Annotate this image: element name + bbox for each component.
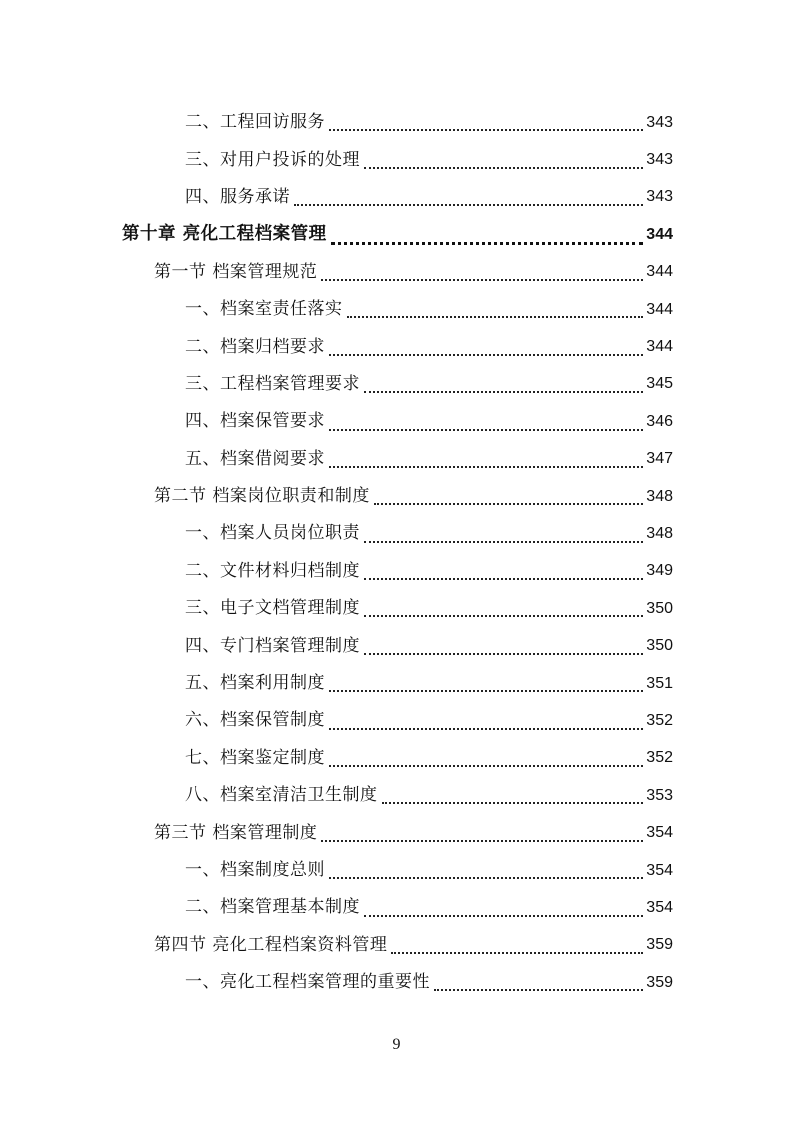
dot-leader (434, 988, 643, 991)
toc-entry-section[interactable] (0, 478, 793, 515)
dot-leader (364, 540, 643, 543)
toc-entry-chapter[interactable] (0, 216, 793, 253)
toc-entry-page-number: 348 (646, 487, 673, 505)
toc-entry-title: 二、文件材料归档制度 (185, 560, 360, 581)
toc-entry-page-number: 343 (646, 151, 673, 169)
toc-entry-section[interactable] (0, 254, 793, 291)
toc-entry-page-number: 349 (646, 562, 673, 580)
dot-leader (364, 390, 643, 393)
toc-entry-page-number: 350 (646, 637, 673, 655)
toc-entry-page-number: 352 (646, 749, 673, 767)
toc-entry-title: 八、档案室清洁卫生制度 (185, 785, 378, 806)
dot-leader (364, 577, 643, 580)
toc-entry-title: 第四节 亮化工程档案资料管理 (154, 934, 388, 955)
dot-leader (347, 315, 644, 318)
dot-leader (329, 876, 643, 879)
toc-entry-page-number: 353 (646, 786, 673, 804)
toc-entry-page-number: 351 (646, 674, 673, 692)
toc-entry-title: 二、档案管理基本制度 (185, 897, 360, 918)
toc-entry-title: 第二节 档案岗位职责和制度 (154, 486, 370, 507)
toc-entry-page-number: 346 (646, 412, 673, 430)
toc-entry-title: 五、档案利用制度 (185, 673, 325, 694)
dot-leader (329, 428, 643, 431)
toc-entry-page-number: 354 (646, 861, 673, 879)
dot-leader (364, 914, 643, 917)
toc-entry-item[interactable] (0, 627, 793, 664)
toc-entry-page-number: 359 (646, 973, 673, 991)
dot-leader (374, 502, 643, 505)
toc-entry-item[interactable] (0, 740, 793, 777)
toc-entry-item[interactable] (0, 590, 793, 627)
toc-entry-item[interactable] (0, 104, 793, 141)
dot-leader (329, 128, 643, 131)
toc-entry-item[interactable] (0, 553, 793, 590)
toc-entry-title: 第一节 档案管理规范 (154, 261, 318, 282)
toc-entry-title: 六、档案保管制度 (185, 710, 325, 731)
toc-entry-title: 二、工程回访服务 (185, 112, 325, 133)
toc-entry-item[interactable] (0, 665, 793, 702)
dot-leader (364, 614, 643, 617)
toc-entry-page-number: 354 (646, 824, 673, 842)
toc-entry-title: 一、档案制度总则 (185, 860, 325, 880)
toc-entry-section[interactable] (0, 814, 793, 851)
toc-entry-page-number: 348 (646, 524, 673, 542)
toc-entry-page-number: 354 (646, 898, 673, 916)
toc-entry-item[interactable] (0, 403, 793, 440)
toc-entry-title: 四、专门档案管理制度 (185, 635, 360, 656)
toc-entry-page-number: 344 (646, 300, 673, 318)
dot-leader (382, 801, 644, 804)
toc-entry-title: 一、档案室责任落实 (185, 299, 343, 320)
toc-entry-title: 四、服务承诺 (185, 186, 290, 207)
toc-entry-section[interactable] (0, 927, 793, 964)
toc-entry-title: 第十章 亮化工程档案管理 (122, 224, 327, 245)
toc-entry-item[interactable] (0, 852, 793, 889)
toc-entry-page-number: 350 (646, 599, 673, 617)
toc-entry-title: 一、亮化工程档案管理的重要性 (185, 972, 430, 993)
toc-entry-title: 第三节 档案管理制度 (154, 822, 318, 843)
toc-entry-page-number: 347 (646, 450, 673, 468)
toc-entry-page-number: 345 (646, 375, 673, 393)
toc-entry-title: 三、对用户投诉的处理 (185, 149, 360, 170)
table-of-contents (0, 104, 793, 1001)
toc-entry-title: 三、工程档案管理要求 (185, 373, 360, 394)
dot-leader (391, 951, 643, 954)
toc-entry-item[interactable] (0, 441, 793, 478)
toc-entry-title: 二、档案归档要求 (185, 336, 325, 357)
toc-entry-item[interactable] (0, 702, 793, 739)
dot-leader (321, 278, 643, 281)
toc-entry-item[interactable] (0, 328, 793, 365)
toc-entry-page-number: 343 (646, 188, 673, 206)
toc-entry-page-number: 343 (646, 113, 673, 131)
toc-entry-item[interactable] (0, 366, 793, 403)
dot-leader (364, 166, 643, 169)
dot-leader (329, 764, 643, 767)
toc-entry-page-number: 344 (646, 263, 673, 281)
dot-leader (294, 203, 643, 206)
dot-leader (329, 727, 643, 730)
toc-entry-item[interactable] (0, 889, 793, 926)
dot-leader (329, 465, 643, 468)
toc-entry-page-number: 344 (646, 338, 673, 356)
dot-leader (329, 353, 643, 356)
toc-entry-item[interactable] (0, 141, 793, 178)
dot-leader (364, 652, 643, 655)
toc-entry-title: 一、档案人员岗位职责 (185, 523, 360, 544)
dot-leader (321, 839, 643, 842)
toc-entry-page-number: 344 (646, 225, 673, 243)
toc-entry-item[interactable] (0, 179, 793, 216)
toc-entry-title: 七、档案鉴定制度 (185, 747, 325, 768)
toc-entry-title: 五、档案借阅要求 (185, 448, 325, 469)
toc-entry-item[interactable] (0, 515, 793, 552)
toc-entry-item[interactable] (0, 777, 793, 814)
toc-entry-item[interactable] (0, 291, 793, 328)
toc-entry-title: 三、电子文档管理制度 (185, 598, 360, 619)
dot-leader (331, 241, 644, 245)
toc-entry-page-number: 352 (646, 711, 673, 729)
toc-entry-title: 四、档案保管要求 (185, 411, 325, 432)
dot-leader (329, 689, 643, 692)
toc-entry-item[interactable] (0, 964, 793, 1001)
toc-entry-page-number: 359 (646, 936, 673, 954)
page-number: 9 (392, 1036, 401, 1053)
